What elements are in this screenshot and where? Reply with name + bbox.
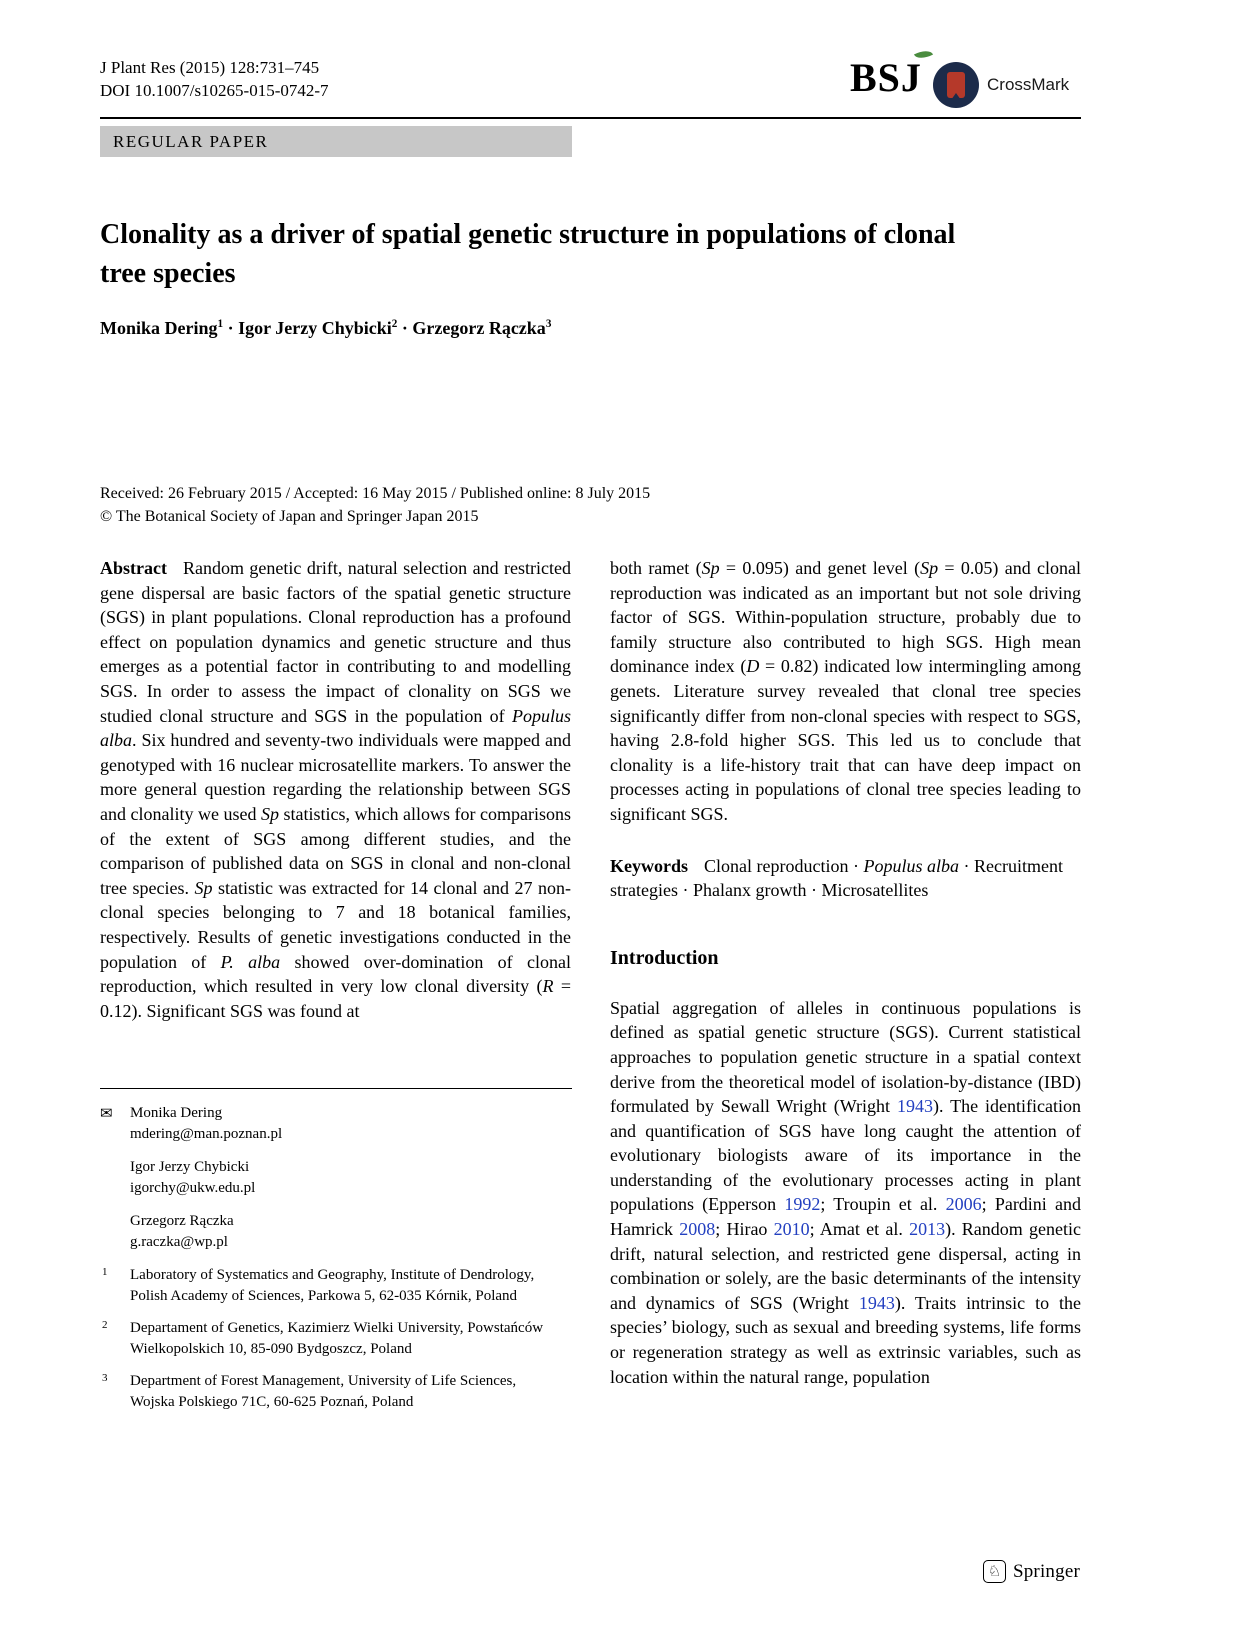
section-label-bar: REGULAR PAPER: [100, 126, 572, 157]
affiliation-item: [100, 1265, 572, 1306]
citation-link[interactable]: 1992: [784, 1194, 821, 1215]
affiliation-item: [100, 1318, 572, 1359]
keywords-paragraph: [610, 854, 1081, 903]
footnote-divider: [100, 1088, 572, 1089]
citation-link[interactable]: 2006: [945, 1194, 982, 1215]
correspondent-name: Grzegorz Rączka: [130, 1213, 234, 1229]
header-divider: [100, 117, 1081, 119]
correspondent-email: g.raczka@wp.pl: [130, 1233, 228, 1250]
received-line: Received: 26 February 2015 / Accepted: 16 May 2015 / Published online: 8 July 2015: [100, 485, 651, 502]
affiliation-number: 1: [102, 1266, 108, 1278]
citation-link[interactable]: 1943: [896, 1096, 933, 1117]
citation-link[interactable]: 2008: [679, 1219, 716, 1240]
abstract-label: Abstract: [100, 558, 167, 578]
affiliation-number: 3: [102, 1372, 108, 1384]
affiliation-item: [100, 1371, 572, 1412]
crossmark-label: CrossMark: [987, 75, 1070, 94]
citation-link[interactable]: 2010: [773, 1219, 810, 1240]
correspondent-name: Monika Dering: [130, 1105, 223, 1121]
keywords-text: Clonal reproduction · Populus alba · Recruitment strategies · Phalanx growth · Microsatellites: [610, 855, 1063, 901]
paper-title: Clonality as a driver of spatial genetic structure in populations of clonal tree species: [100, 218, 956, 289]
keywords-label: Keywords: [610, 855, 688, 876]
abstract-text-col1: Random genetic drift, natural selection and restricted gene dispersal are basic factors of the spatial genetic structure (SGS) in plant populations. Clonal reproduction has a profound effect on population dynamics and genetic structure and thus emerges as a potential factor in contributing to and modelling SGS. In order to assess the impact of clonality on SGS we studied clonal structure and SGS in the population of Populus alba. Six hundred and seventy-two individuals were mapped and genotyped with 16 nuclear microsatellite markers. To answer the more general question regarding the relationship between SGS and clonality we used Sp statistics, which allows for comparisons of the extent of SGS among different studies, and the comparison of published data on SGS in clonal and non-clonal tree species. Sp statistic was extracted for 14 clonal and 27 non-clonal species belonging to 7 and 18 botanical families, respectively. Results of genetic investigations conducted in the population of P. alba showed over-domination of clonal reproduction, which resulted in very low clonal diversity (R = 0.12). Significant SGS was found at: [100, 558, 572, 1021]
affiliation-text: Departament of Genetics, Kazimierz Wielki University, Powstańców Wielkopolskich 10, 85-090 Bydgoszcz, Poland: [130, 1320, 544, 1357]
crossmark-badge[interactable]: [933, 62, 1069, 108]
correspondence-entry: [100, 1211, 572, 1252]
correspondent-name: Igor Jerzy Chybicki: [130, 1159, 250, 1175]
abstract-continuation: both ramet (Sp = 0.095) and genet level (Sp = 0.05) and clonal reproduction was indicated as an important but not sole driving factor of SGS. Within-population structure, probably due to family structure also contributed to high SGS. High mean dominance index (D = 0.82) indicated low intermingling among genets. Literature survey revealed that clonal tree species significantly differ from non-clonal species with respect to SGS, having 2.8-fold higher SGS. This led us to conclude that clonality is a life-history trait that can have deep impact on processes acting in populations of clonal tree species leading to significant SGS.: [610, 558, 1081, 824]
crossmark-icon: [933, 62, 979, 108]
affiliation-number: 2: [102, 1319, 108, 1331]
bsj-logo-text: BSJ: [850, 55, 922, 100]
springer-knight-icon: ♘: [983, 1560, 1006, 1583]
correspondent-email: igorchy@ukw.edu.pl: [130, 1179, 256, 1196]
citation-link[interactable]: 2013: [909, 1219, 946, 1240]
crossmark-notch-shape: [951, 93, 961, 100]
authors-line: Monika Dering$^1$ · Igor Jerzy Chybicki$^2$ · Grzegorz Rączka$^3$: [100, 318, 552, 338]
abstract-paragraph: [100, 556, 571, 1023]
header-citation-block: [100, 56, 329, 102]
correspondence-entry: [100, 1157, 572, 1198]
copyright-line: © The Botanical Society of Japan and Springer Japan 2015: [100, 508, 479, 525]
journal-ref: J Plant Res (2015) 128:731–745: [100, 58, 320, 77]
bsj-logo: [850, 54, 922, 101]
springer-logo: [983, 1560, 1080, 1583]
affiliation-text: Laboratory of Systematics and Geography, Institute of Dendrology, Polish Academy of Sciences, Parkowa 5, 62-035 Kórnik, Poland: [130, 1267, 535, 1304]
envelope-icon: ✉: [100, 1104, 113, 1122]
citation-link[interactable]: 1943: [858, 1292, 895, 1313]
right-column: [610, 556, 1081, 1389]
publication-dates-block: [100, 482, 650, 528]
springer-label: Springer: [1012, 1560, 1080, 1582]
doi-line: DOI 10.1007/s10265-015-0742-7: [100, 81, 329, 100]
correspondent-email: mdering@man.poznan.pl: [130, 1125, 283, 1142]
correspondence-entry: [100, 1103, 572, 1144]
affiliation-text: Department of Forest Management, University of Life Sciences, Wojska Polskiego 71C, 60-625 Poznań, Poland: [130, 1373, 517, 1410]
introduction-paragraph: Spatial aggregation of alleles in continuous populations is defined as spatial genetic structure (SGS). Current statistical approaches to population genetic structure in a spatial context derive from the theoretical model of isolation-by-distance (IBD) formulated by Sewall Wright (Wright 1943). The identification and quantification of SGS have long caught the attention of evolutionary biologists aware of its importance in the understanding of the evolutionary processes acting in plant populations (Epperson 1992; Troupin et al. 2006; Pardini and Hamrick 2008; Hirao 2010; Amat et al. 2013). Random genetic drift, natural selection, and restricted gene dispersal, acting in combination or solely, are the basic determinants of the intensity and dynamics of SGS (Wright 1943). Traits intrinsic to the species’ biology, such as sexual and breeding systems, life forms or regeneration strategy as well as extrinsic variables, such as location within the natural range, population: [610, 997, 1081, 1387]
introduction-heading: Introduction: [610, 946, 719, 969]
footnotes-block: [100, 1088, 572, 1424]
